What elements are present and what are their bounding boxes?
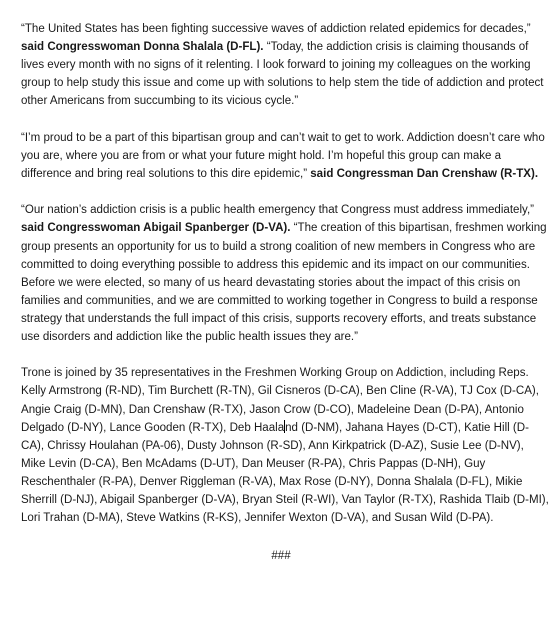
- quote-text: “Our nation’s addiction crisis is a public health emergency that Congress must address immediately,”: [21, 204, 534, 217]
- members-text[interactable]: Trone is joined by 35 representatives in the Freshmen Working Group on Addiction, including Reps. Kelly Armstrong (R-ND), Tim Burchett (R-TN), Gil Cisneros (D-CA), Ben Cline (R-VA), TJ Cox (D-CA), Angie Craig (D-MN), Dan Crenshaw (R-TX), Jason Crow (D-CO), Madeleine Dean (D-PA), Antonio Delgado (D-NY), Lance Gooden (R-TX), Deb Haala: [21, 367, 539, 434]
- quote-attribution: said Congresswoman Donna Shalala (D-FL).: [21, 41, 264, 54]
- quote-paragraph-crenshaw: [21, 129, 549, 183]
- quote-text: “The United States has been fighting successive waves of addiction related epidemics for decades,”: [21, 23, 531, 35]
- quote-text: “I’m proud to be a part of this bipartisan group and can’t wait to get to work. Addiction doesn’t care who you are, where you are from or what your future might hold. I’m hopeful this group can make a difference and bring real solutions to this dire epidemic,”: [21, 131, 545, 180]
- quote-paragraph-shalala: [21, 20, 549, 110]
- quote-text: “The creation of this bipartisan, freshmen working group presents an opportunity for us to build a strong coalition of new members in Congress who are committed to doing everything possible to address this epidemic and its impact on our communities. Before we were elected, so many of us heard devastating stories about the impact of this crisis on families and communities, and we are committed to working together in Congress to build a response strategy that understands the full impact of this crisis, supports recovery efforts, and treats substance use disorders and addiction like the public health issues they are.”: [21, 222, 547, 343]
- members-text[interactable]: nd (D-NM), Jahana Hayes (D-CT), Katie Hill (D-CA), Chrissy Houlahan (PA-06), Dusty Johnson (R-SD), Ann Kirkpatrick (D-AZ), Susie Lee (D-NV), Mike Levin (D-CA), Ben McAdams (D-UT), Dan Meuser (R-PA), Chris Pappas (D-NH), Guy Reschenthaler (R-PA), Denver Riggleman (R-VA), Max Rose (D-NY), Donna Shalala (D-FL), Mikie Sherrill (D-NJ), Abigail Spanberger (D-VA), Bryan Steil (R-WI), Van Taylor (R-TX), Rashida Tlaib (D-MI), Lori Trahan (D-MA), Steve Watkins (R-KS), Jennifer Wexton (D-VA), and Susan Wild (D-PA).: [21, 421, 549, 525]
- quote-attribution: said Congressman Dan Crenshaw (R-TX).: [310, 167, 539, 180]
- quote-text: “Today, the addiction crisis is claiming thousands of lives every month with no signs of it relenting. I look forward to joining my colleagues on the working group to help study this issue and come up with solutions to help stem the tide of addiction and protect other Americans from succumbing to its vicious cycle.”: [21, 41, 544, 108]
- members-paragraph[interactable]: [21, 364, 549, 527]
- end-mark: ###: [271, 550, 291, 563]
- quote-attribution: said Congresswoman Abigail Spanberger (D-VA).: [21, 222, 291, 235]
- document-page: [21, 20, 549, 565]
- quote-paragraph-spanberger: [21, 201, 549, 346]
